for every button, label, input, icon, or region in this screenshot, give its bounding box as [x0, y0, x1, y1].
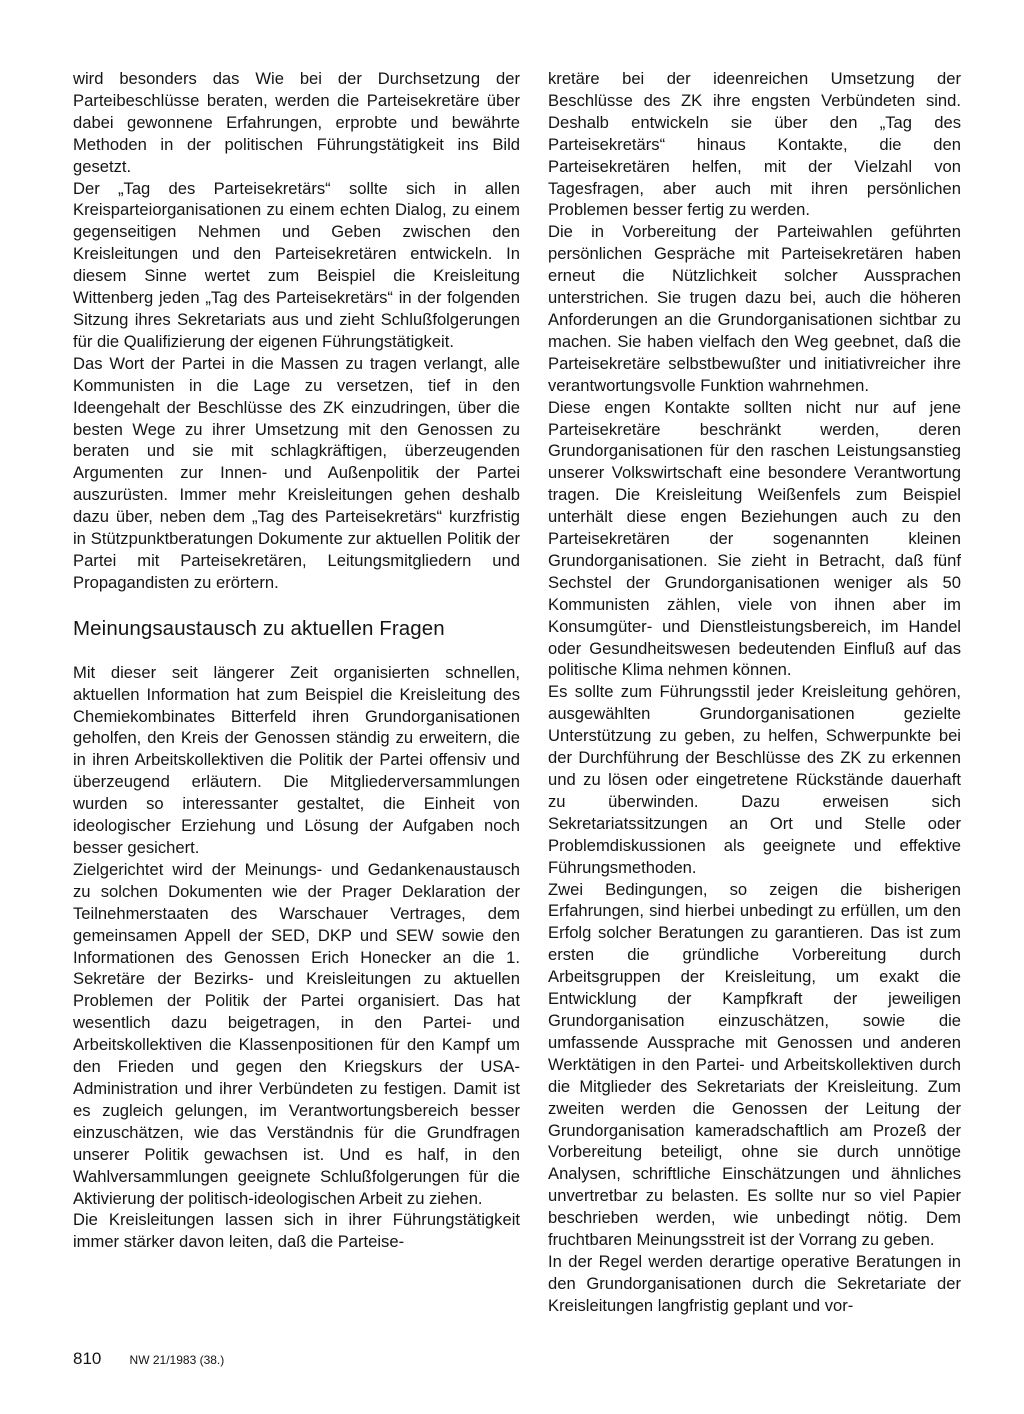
paragraph: Zielgerichtet wird der Meinungs- und Gedankenaustausch zu solchen Dokumenten wie der Prager Deklaration der Teilnehmerstaaten des Warschauer Vertrages, dem gemeinsamen Appell der SED, DKP und SEW sowie den Informationen des Genossen Erich Honecker an die 1. Sekretäre der Bezirks- und Kreisleitungen zu aktuellen Problemen der Politik der Partei organisiert. Das hat wesentlich dazu beigetragen, in den Partei- und Arbeitskollektiven die Klassenpositionen für den Kampf um den Frieden und gegen den Kriegskurs der USA-Administration und ihrer Verbündeten zu festigen. Damit ist es zugleich gelungen, im Verantwortungsbereich besser einzuschätzen, wie das Verständnis für die Grundfragen unserer Politik gewachsen ist. Und es half, in den Wahlversammlungen geeignete Schlußfolgerungen für die Aktivierung der politisch-ideologischen Arbeit zu ziehen.: [73, 859, 520, 1208]
right-column: [548, 68, 961, 1317]
paragraph: Diese engen Kontakte sollten nicht nur auf jene Parteisekretäre beschränkt werden, deren Grundorganisationen für den raschen Leistungsanstieg unserer Volkswirtschaft eine besondere Verantwortung tragen. Die Kreisleitung Weißenfels zum Beispiel unterhält diese engen Beziehungen auch zu den Parteisekretären der sogenannten kleinen Grundorganisationen. Sie zieht in Betracht, daß fünf Sechstel der Grundorganisationen weniger als 50 Kommunisten zählen, viele von ihnen aber im Konsumgüter- und Dienstleistungsbereich, im Handel oder Gesundheitswesen bedeutenden Einfluß auf das politische Klima nehmen können.: [548, 397, 961, 680]
paragraph: Mit dieser seit längerer Zeit organisierten schnellen, aktuellen Information hat zum Beispiel die Kreisleitung des Chemiekombinates Bitterfeld ihren Grundorganisationen geholfen, den Kreis der Genossen ständig zu erweitern, die in ihren Arbeitskollektiven die Politik der Partei offensiv und überzeugend erläutern. Die Mitgliederversammlungen wurden so interessanter gestaltet, die Einheit von ideologischer Erziehung und Lösung der Aufgaben noch besser gesichert.: [73, 662, 520, 857]
paragraph: wird besonders das Wie bei der Durchsetzung der Parteibeschlüsse beraten, werden die Parteisekretäre über dabei gewonnene Erfahrungen, erprobte und bewährte Methoden in der politischen Führungstätigkeit ins Bild gesetzt.: [73, 69, 520, 176]
paragraph: Die in Vorbereitung der Parteiwahlen geführten persönlichen Gespräche mit Parteisekretären haben erneut die Nützlichkeit solcher Aussprachen unterstrichen. Sie trugen dazu bei, auch die höheren Anforderungen an die Grundorganisationen sichtbar zu machen. Sie haben vielfach den Weg geebnet, daß die Parteisekretäre selbstbewußter und initiativreicher ihre verantwortungsvolle Funktion wahrnehmen.: [548, 222, 961, 395]
page-footer: [73, 1349, 224, 1369]
paragraph: In der Regel werden derartige operative Beratungen in den Grundorganisationen durch die Sekretariate der Kreisleitungen langfristig geplant und vor-: [548, 1251, 961, 1315]
paragraph: Zwei Bedingungen, so zeigen die bisherigen Erfahrungen, sind hierbei unbedingt zu erfüllen, um den Erfolg solcher Beratungen zu garantieren. Das ist zum ersten die gründliche Vorbereitung durch Arbeitsgruppen der Kreisleitung, um exakt die Entwicklung der Kampfkraft der jeweiligen Grundorganisation einzuschätzen, sowie die umfassende Aussprache mit Genossen und anderen Werktätigen in den Partei- und Arbeitskollektiven durch die Mitglieder des Sekretariats der Kreisleitung. Zum zweiten werden die Genossen der Leitung der Grundorganisation kameradschaftlich am Prozeß der Vorbereitung beteiligt, ohne sie durch unnötige Analysen, schriftliche Einschätzungen und ähnliches unvertretbar zu belasten. Es sollte nur so viel Papier beschrieben werden, wie unbedingt nötig. Dem fruchtbaren Meinungsstreit ist der Vorrang zu geben.: [548, 879, 961, 1250]
paragraph: Die Kreisleitungen lassen sich in ihrer Führungstätigkeit immer stärker davon leiten, daß die Parteise-: [73, 1210, 520, 1252]
paragraph: kretäre bei der ideenreichen Umsetzung der Beschlüsse des ZK ihre engsten Verbündeten sind. Deshalb entwickeln sie über den „Tag des Parteisekretärs“ hinaus Kontakte, die den Parteisekretären helfen, mit der Vielzahl von Tagesfragen, aber auch mit ihren persönlichen Problemen besser fertig zu werden.: [548, 69, 961, 220]
paragraph: Es sollte zum Führungsstil jeder Kreisleitung gehören, ausgewählten Grundorganisationen gezielte Unterstützung zu geben, zu helfen, Schwerpunkte bei der Durchführung der Beschlüsse des ZK zu erkennen und zu lösen oder eingetretene Rückstände dauerhaft zu überwinden. Dazu erweisen sich Sekretariatssitzungen an Ort und Stelle oder Problemdiskussionen als geeignete und effektive Führungsmethoden.: [548, 682, 961, 877]
section-heading: Meinungsaustausch zu aktuellen Fragen: [73, 616, 445, 640]
paragraph: Der „Tag des Parteisekretärs“ sollte sich in allen Kreisparteiorganisationen zu einem echten Dialog, zu einem gegenseitigen Nehmen und Geben zwischen den Kreisleitungen und den Parteisekretären entwickeln. In diesem Sinne wertet zum Beispiel die Kreisleitung Wittenberg jeden „Tag des Parteisekretärs“ in der folgenden Sitzung ihres Sekretariats aus und zieht Schlußfolgerungen für die Qualifizierung der eigenen Führungstätigkeit.: [73, 178, 520, 351]
page-number: 810: [73, 1349, 102, 1368]
paragraph: Das Wort der Partei in die Massen zu tragen verlangt, alle Kommunisten in die Lage zu versetzen, tief in den Ideengehalt der Beschlüsse des ZK einzudringen, über die besten Wege zu ihrer Umsetzung mit den Genossen zu beraten und sie mit schlagkräftigen, überzeugenden Argumenten zur Innen- und Außenpolitik der Partei auszurüsten. Immer mehr Kreisleitungen gehen deshalb dazu über, neben dem „Tag des Parteisekretärs“ kurzfristig in Stützpunktberatungen Dokumente zur aktuellen Politik der Partei mit Parteisekretären, Leitungsmitgliedern und Propagandisten zu erörtern.: [73, 353, 520, 592]
left-column: [73, 68, 520, 1253]
issue-label: NW 21/1983 (38.): [129, 1353, 225, 1367]
